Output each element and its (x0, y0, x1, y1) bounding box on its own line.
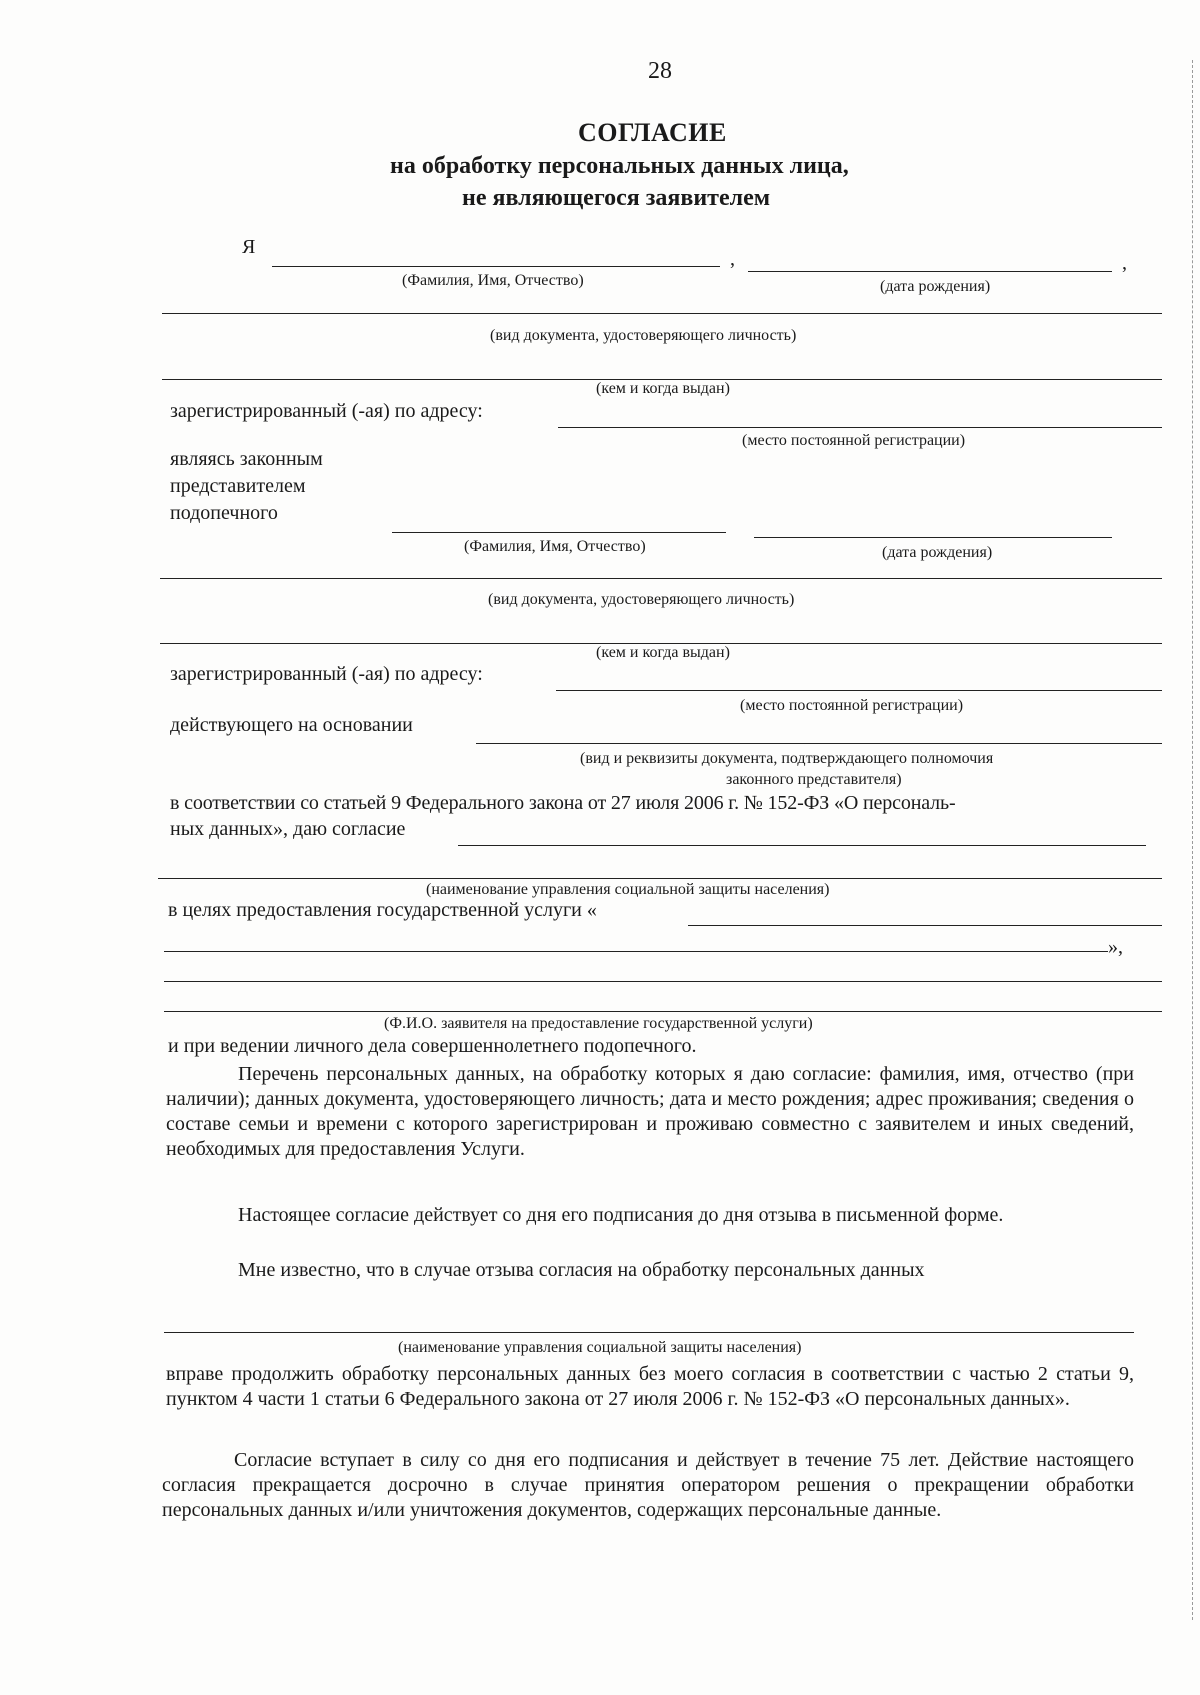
caption-applicant-fio: (Ф.И.О. заявителя на предоставление государственной услуги) (384, 1015, 813, 1032)
label-legal-rep-line3: подопечного (170, 502, 278, 524)
law-reference-line2: ных данных», даю согласие (170, 818, 406, 840)
paragraph-revocation: Мне известно, что в случае отзыва согласия на обработку персональных данных (238, 1259, 925, 1281)
label-ward-registered-address: зарегистрированный (-ая) по адресу: (170, 663, 483, 685)
law-reference-line1: в соответствии со статьей 9 Федерального закона от 27 июля 2006 г. № 152-ФЗ «О персональ- (170, 792, 956, 814)
document-subtitle-line2: не являющегося заявителем (462, 185, 771, 211)
caption-authority-document-line2: законного представителя) (726, 771, 902, 788)
applicant-field-line-2[interactable] (164, 1011, 1162, 1012)
label-purpose: в целях предоставления государственной услуги « (168, 899, 597, 921)
id-document-field-line[interactable] (162, 313, 1162, 314)
fio-field-line[interactable] (272, 266, 720, 267)
paragraph-term: Согласие вступает в силу со дня его подписания и действует в течение 75 лет. Действие настоящего согласия прекращается досрочно в случае принятия оператором решения о прекращении обработки персональных данных и/или уничтожения документов, содержащих персональные данные. (162, 1449, 1134, 1521)
consent-recipient-field-line[interactable] (458, 845, 1146, 846)
caption-ward-id-document: (вид документа, удостоверяющего личность) (488, 591, 795, 608)
label-legal-rep-line1: являясь законным (170, 448, 323, 470)
caption-id-document: (вид документа, удостоверяющего личность) (490, 327, 797, 344)
close-quote: », (1108, 936, 1123, 958)
registration-address-field-line[interactable] (558, 427, 1162, 428)
comma-separator: , (730, 248, 735, 270)
document-subtitle-line1: на обработку персональных данных лица, (390, 153, 849, 179)
caption-social-dept: (наименование управления социальной защиты населения) (426, 881, 830, 898)
caption-registration-place: (место постоянной регистрации) (742, 432, 966, 449)
caption-ward-fio: (Фамилия, Имя, Отчество) (464, 538, 646, 555)
social-dept-field-line[interactable] (158, 878, 1162, 879)
caption-revocation-social-dept: (наименование управления социальной защиты населения) (398, 1339, 802, 1356)
paragraph-data-list: Перечень персональных данных, на обработку которых я даю согласие: фамилия, имя, отчество (при наличии); данных документа, удостоверяющего личность; дата и место рождения; адрес проживания; сведения о составе семьи и времени с которого зарегистрирован и проживаю совместно с заявителем и иных сведений, необходимых для предоставления Услуги. (166, 1063, 1134, 1160)
ward-fio-field-line[interactable] (392, 532, 726, 533)
pronoun-i: Я (242, 236, 256, 258)
page-number: 28 (648, 58, 672, 84)
caption-ward-registration-place: (место постоянной регистрации) (740, 697, 964, 714)
page-edge-right (1192, 60, 1193, 1620)
revocation-dept-field-line[interactable] (164, 1332, 1134, 1333)
service-name-field-line-2[interactable] (164, 951, 1108, 952)
caption-ward-birth-date: (дата рождения) (882, 544, 993, 561)
paragraph-validity: Настоящее согласие действует со дня его подписания до дня отзыва в письменной форме. (238, 1204, 1004, 1226)
label-registered-address: зарегистрированный (-ая) по адресу: (170, 400, 483, 422)
label-legal-rep-line2: представителем (170, 475, 306, 497)
service-name-field-line-1[interactable] (688, 925, 1162, 926)
caption-fio: (Фамилия, Имя, Отчество) (402, 272, 584, 289)
label-personal-file: и при ведении личного дела совершеннолетнего подопечного. (168, 1035, 697, 1057)
applicant-field-line-1[interactable] (164, 981, 1162, 982)
paragraph-continue: вправе продолжить обработку персональных данных без моего согласия в соответствии с частью 2 статьи 9, пунктом 4 части 1 статьи 6 Федерального закона от 27 июля 2006 г. № 152-ФЗ «О персональных данных». (166, 1363, 1134, 1410)
caption-authority-document-line1: (вид и реквизиты документа, подтверждающего полномочия (580, 750, 994, 767)
ward-id-document-field-line[interactable] (160, 578, 1162, 579)
caption-issued-by: (кем и когда выдан) (596, 380, 730, 397)
authority-document-field-line[interactable] (476, 743, 1162, 744)
ward-registration-address-field-line[interactable] (556, 690, 1162, 691)
label-acting-basis: действующего на основании (170, 714, 413, 736)
comma-separator-end: , (1122, 252, 1127, 274)
caption-ward-issued-by: (кем и когда выдан) (596, 644, 730, 661)
birth-date-field-line[interactable] (748, 271, 1112, 272)
ward-birth-date-field-line[interactable] (754, 537, 1112, 538)
document-title: СОГЛАСИЕ (578, 118, 727, 147)
caption-birth-date: (дата рождения) (880, 278, 991, 295)
